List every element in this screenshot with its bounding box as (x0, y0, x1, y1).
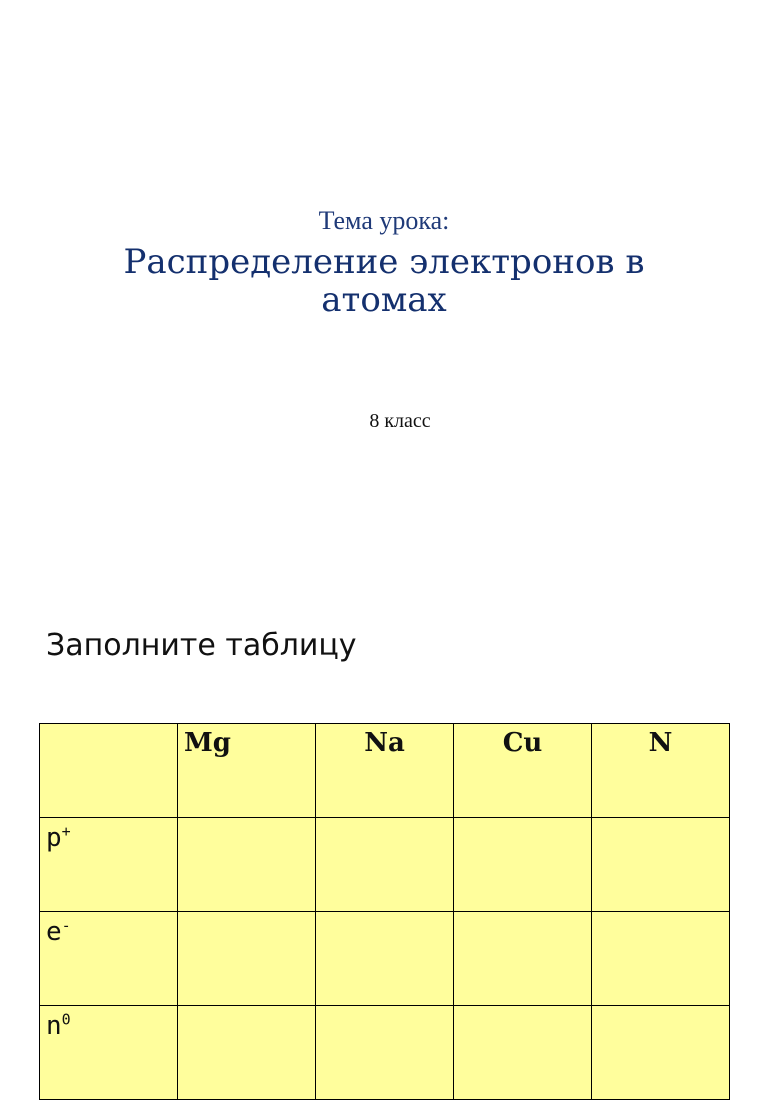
lesson-title: Распределение электронов в атомах (123, 242, 645, 320)
row-header-protons (40, 818, 178, 912)
empty-cell[interactable] (454, 818, 592, 912)
table-row-protons (40, 818, 730, 912)
column-header-na: Na (316, 724, 454, 818)
empty-cell[interactable] (592, 818, 730, 912)
grade-label: 8 класс (369, 410, 431, 432)
task-heading: Заполните таблицу (46, 628, 357, 663)
row-label-protons: p+ (46, 822, 71, 853)
empty-cell[interactable] (592, 1006, 730, 1100)
row-label-neutrons: $n^0$ (46, 1010, 71, 1041)
empty-cell[interactable] (454, 912, 592, 1006)
row-header-electrons (40, 912, 178, 1006)
empty-cell[interactable] (178, 1006, 316, 1100)
table-row-neutrons (40, 1006, 730, 1100)
empty-cell[interactable] (178, 912, 316, 1006)
row-header-neutrons (40, 1006, 178, 1100)
table-header-row (40, 724, 730, 818)
empty-cell[interactable] (454, 1006, 592, 1100)
table-corner-cell (40, 724, 178, 818)
column-header-n: N (592, 724, 730, 818)
empty-cell[interactable] (316, 818, 454, 912)
row-label-electrons: e- (46, 916, 71, 947)
lesson-topic-label: Тема урока: (318, 206, 450, 235)
empty-cell[interactable] (316, 1006, 454, 1100)
empty-cell[interactable] (316, 912, 454, 1006)
column-header-cu: Cu (454, 724, 592, 818)
element-table (39, 723, 730, 1100)
table-row-electrons (40, 912, 730, 1006)
column-header-mg: Mg (178, 724, 316, 818)
empty-cell[interactable] (592, 912, 730, 1006)
empty-cell[interactable] (178, 818, 316, 912)
